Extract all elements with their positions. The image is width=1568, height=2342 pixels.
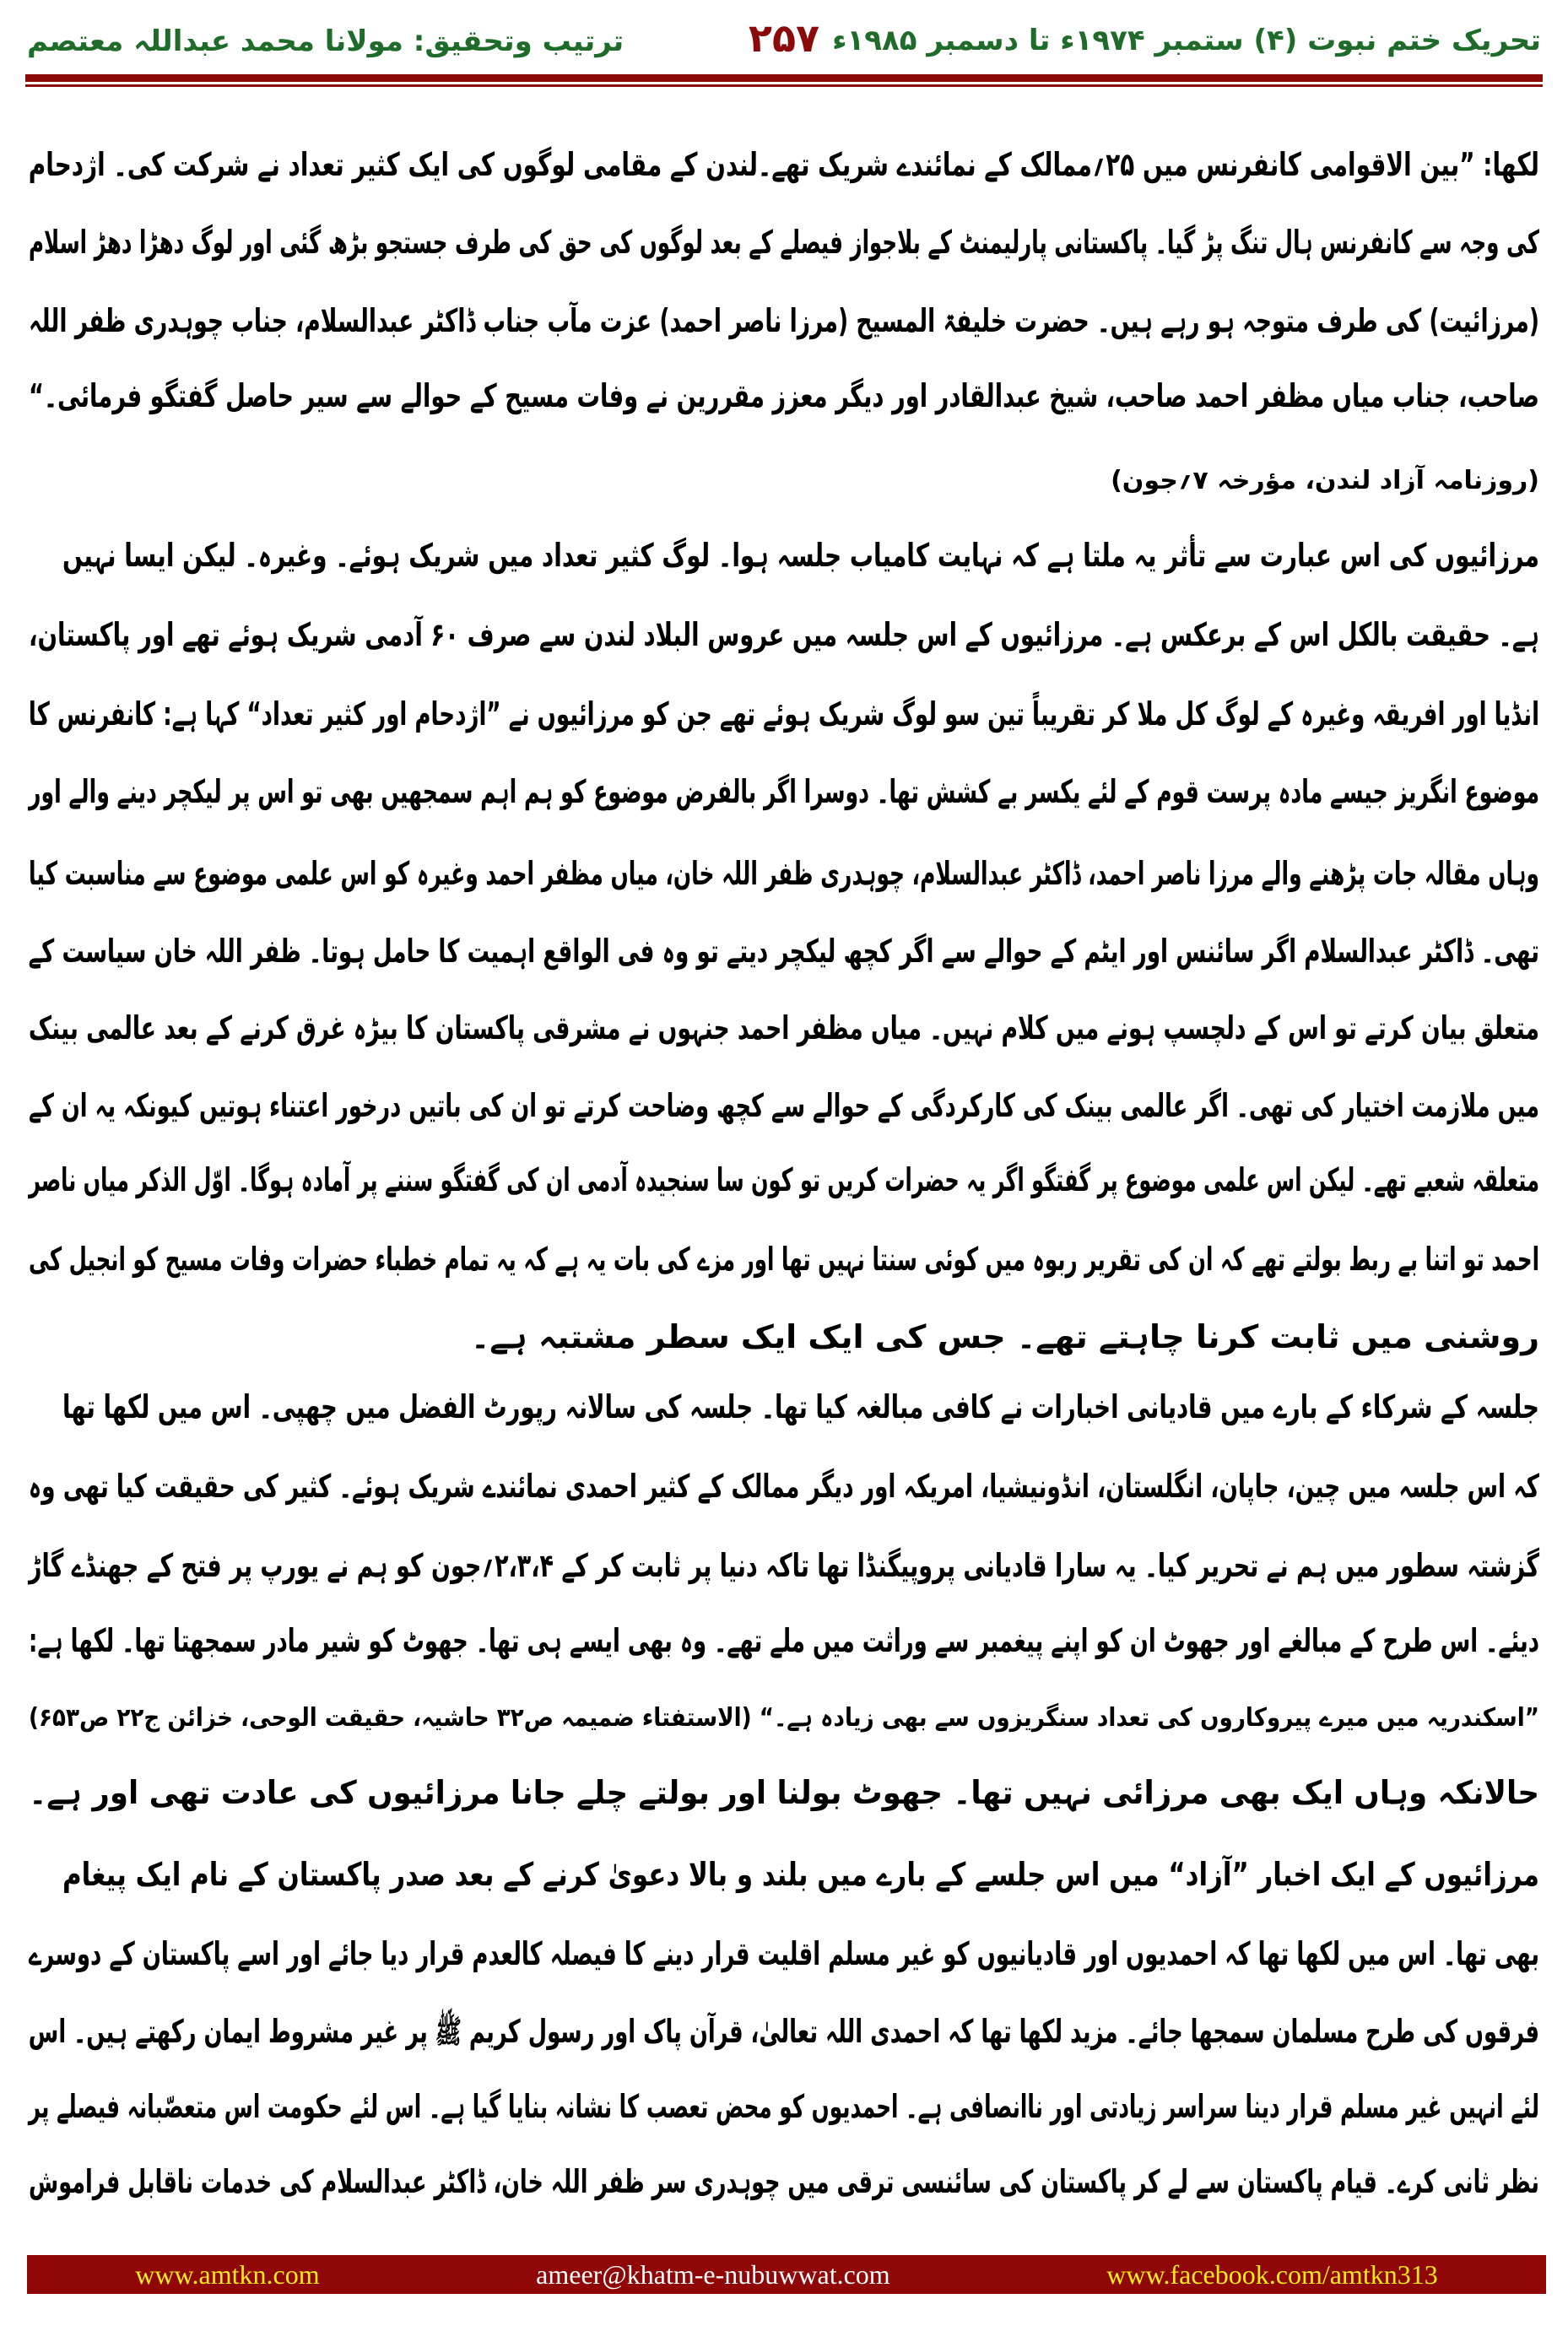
- text-line: مرزائیوں کی اس عبارت سے تأثر یہ ملتا ہے کہ نہایت کامیاب جلسہ ہوا۔ لوگ کثیر تعداد میں شریک ہوئے۔ وغیرہ۔ لیکن ایسا نہیں: [62, 537, 1539, 574]
- text-line: لئے انہیں غیر مسلم قرار دینا سراسر زیادتی اور ناانصافی ہے۔ احمدیوں کو محض تعصب کا نشانہ بنایا گیا ہے۔ اس لئے حکومت اس متعصّبانہ فیصلے پر: [28, 2088, 1540, 2125]
- footer-website-link[interactable]: www.amtkn.com: [135, 2258, 320, 2290]
- header-divider-thin: [25, 84, 1543, 87]
- text-line: حالانکہ وہاں ایک بھی مرزائی نہیں تھا۔ جھوٹ بولنا اور بولتے چلے جانا مرزائیوں کی عادت تھی اور ہے۔: [29, 1774, 1539, 1811]
- text-line: کی وجہ سے کانفرنس ہال تنگ پڑ گیا۔ پاکستانی پارلیمنٹ کے بلاجواز فیصلے کے بعد لوگوں کی حق کی طرف جستجو بڑھ گئی اور لوگ دھڑا دھڑ اسلام: [29, 224, 1539, 261]
- text-line: گزشتہ سطور میں ہم نے تحریر کیا۔ یہ سارا قادیانی پروپیگنڈا تھا تاکہ دنیا پر ثابت کر کے ۲،۳،۴؍جون کو ہم نے یورپ پر فتح کے جھنڈے گاڑ: [29, 1547, 1540, 1584]
- text-line: نظر ثانی کرے۔ قیام پاکستان سے لے کر پاکستان کی سائنسی ترقی میں چوہدری سر ظفر اللہ خان، ڈاکٹر عبدالسلام کی خدمات ناقابل فراموش: [29, 2163, 1539, 2200]
- text-line: متعلق بیان کرتے تو اس کے دلچسپ ہونے میں کلام نہیں۔ میاں مظفر احمد جنہوں نے مشرقی پاکستان کا بیڑہ غرق کرنے کے بعد عالمی بینک: [28, 1009, 1540, 1047]
- compiler-credit: ترتیب وتحقیق: مولانا محمد عبداللہ معتصم: [27, 24, 624, 58]
- text-line: جلسہ کے شرکاء کے بارے میں قادیانی اخبارات نے کافی مبالغہ کیا تھا۔ جلسہ کی سالانہ رپورٹ الفضل میں چھپی۔ اس میں لکھا تھا: [62, 1388, 1539, 1425]
- text-line: احمد تو اتنا بے ربط بولتے تھے کہ ان کی تقریر ربوہ میں کوئی سنتا نہیں تھا اور مزے کی بات یہ ہے کہ یہ تمام خطباء حضرات وفات مسیح کو انجیل کی: [29, 1241, 1539, 1278]
- text-line: (مرزائیت) کی طرف متوجہ ہو رہے ہیں۔ حضرت خلیفۃ المسیح (مرزا ناصر احمد) عزت مآب جناب ڈاکٹر عبدالسلام، جناب چوہدری ظفر اللہ: [29, 302, 1539, 339]
- text-line: متعلقہ شعبے تھے۔ لیکن اس علمی موضوع پر گفتگو اگر یہ حضرات کریں تو کون سا سنجیدہ آدمی ان کی گفتگو سننے پر آمادہ ہوگا۔ اوّل الذکر میاں ناصر: [29, 1161, 1539, 1198]
- text-line: انڈیا اور افریقہ وغیرہ کے لوگ کل ملا کر تقریباً تین سو لوگ شریک ہوئے تھے جن کو مرزائیوں نے ”اژدحام اور کثیر تعداد“ کہا ہے: کانفرنس کا: [28, 695, 1540, 733]
- text-line: تھی۔ ڈاکٹر عبدالسلام اگر سائنس اور ایٹم کے حوالے سے اگر کچھ لیکچر دیتے تو وہ فی الواقع اہمیت کا حامل ہوتا۔ ظفر اللہ خان سیاست کے: [28, 933, 1539, 970]
- header-divider: [25, 74, 1543, 82]
- text-line: میں ملازمت اختیار کی تھی۔ اگر عالمی بینک کی کارکردگی کے حوالے سے کچھ وضاحت کرتے تو ان کی باتیں درخور اعتناء ہوتیں کیونکہ یہ ان کے: [29, 1087, 1539, 1124]
- book-title: تحریک ختم نبوت (۴) ستمبر ۱۹۷۴ء تا دسمبر ۱۹۸۵ء: [832, 24, 1541, 57]
- footer-facebook-link[interactable]: www.facebook.com/amtkn313: [1106, 2258, 1438, 2290]
- quotation-line: ”اسکندریہ میں میرے پیروکاروں کی تعداد سنگریزوں سے بھی زیادہ ہے۔“ (الاستفتاء ضمیمہ ص۳۲ حاشیہ، حقیقت الوحی، خزائن ج۲۲ ص۶۵۳): [29, 1703, 1539, 1733]
- text-line: ہے۔ حقیقت بالکل اس کے برعکس ہے۔ مرزائیوں کے اس جلسہ میں عروس البلاد لندن سے صرف ۶۰ آدمی شریک ہوئے تھے اور پاکستان،: [29, 616, 1539, 653]
- page-number: ۲۵۷: [748, 15, 820, 61]
- footer-email-link[interactable]: ameer@khatm-e-nubuwwat.com: [536, 2258, 890, 2290]
- text-line: لکھا: ”بین الاقوامی کانفرنس میں ۲۵؍ممالک کے نمائندے شریک تھے۔لندن کے مقامی لوگوں کی ایک کثیر تعداد نے شرکت کی۔ اژدحام: [28, 146, 1539, 183]
- text-line: مرزائیوں کے ایک اخبار ”آزاد“ میں اس جلسے کے بارے میں بلند و بالا دعویٰ کرنے کے بعد صدر پاکستان کے نام ایک پیغام: [62, 1856, 1539, 1893]
- text-line: کہ اس جلسہ میں چین، جاپان، انگلستان، انڈونیشیا، امریکہ اور دیگر ممالک کے کثیر احمدی نمائندے شریک ہوئے۔ کثیر کی حقیقت کیا تھی وہ: [28, 1468, 1539, 1505]
- text-line: وہاں مقالہ جات پڑھنے والے مرزا ناصر احمد، ڈاکٹر عبدالسلام، چوہدری ظفر اللہ خان، میاں مظفر احمد وغیرہ کو اس علمی موضوع سے مناسبت کیا: [28, 855, 1539, 892]
- text-line: فرقوں کی طرح مسلمان سمجھا جائے۔ مزید لکھا تھا کہ احمدی اللہ تعالیٰ، قرآن پاک اور رسول کریم ﷺ پر غیر مشروط ایمان رکھتے ہیں۔ اس: [28, 2013, 1540, 2050]
- text-line: دیئے۔ اس طرح کے مبالغے اور جھوٹ ان کو اپنے پیغمبر سے وراثت میں ملے تھے۔ وہ بھی ایسے ہی تھا۔ جھوٹ کو شیر مادر سمجھتا تھا۔ لکھا ہے:: [28, 1622, 1539, 1659]
- text-line: موضوع انگریز جیسے مادہ پرست قوم کے لئے یکسر بے کشش تھا۔ دوسرا اگر بالفرض موضوع کو ہم اہم سمجھیں بھی تو اس پر لیکچر دینے والے اور: [29, 773, 1539, 810]
- text-line: بھی تھا۔ اس میں لکھا تھا کہ احمدیوں اور قادیانیوں کو غیر مسلم اقلیت قرار دینے کا فیصلہ کالعدم قرار دیا جائے اور اسے پاکستان کے دوسرے: [29, 1935, 1539, 1972]
- text-line: صاحب، جناب میاں مظفر احمد صاحب، شیخ عبدالقادر اور دیگر معزز مقررین نے وفات مسیح کے حوالے سے سیر حاصل گفتگو فرمائی۔“: [28, 377, 1539, 414]
- footer-bar: [27, 2255, 1546, 2294]
- text-line: روشنی میں ثابت کرنا چاہتے تھے۔ جس کی ایک ایک سطر مشتبہ ہے۔: [470, 1318, 1539, 1355]
- source-citation: (روزنامہ آزاد لندن، مؤرخہ ۷؍جون): [1111, 466, 1539, 495]
